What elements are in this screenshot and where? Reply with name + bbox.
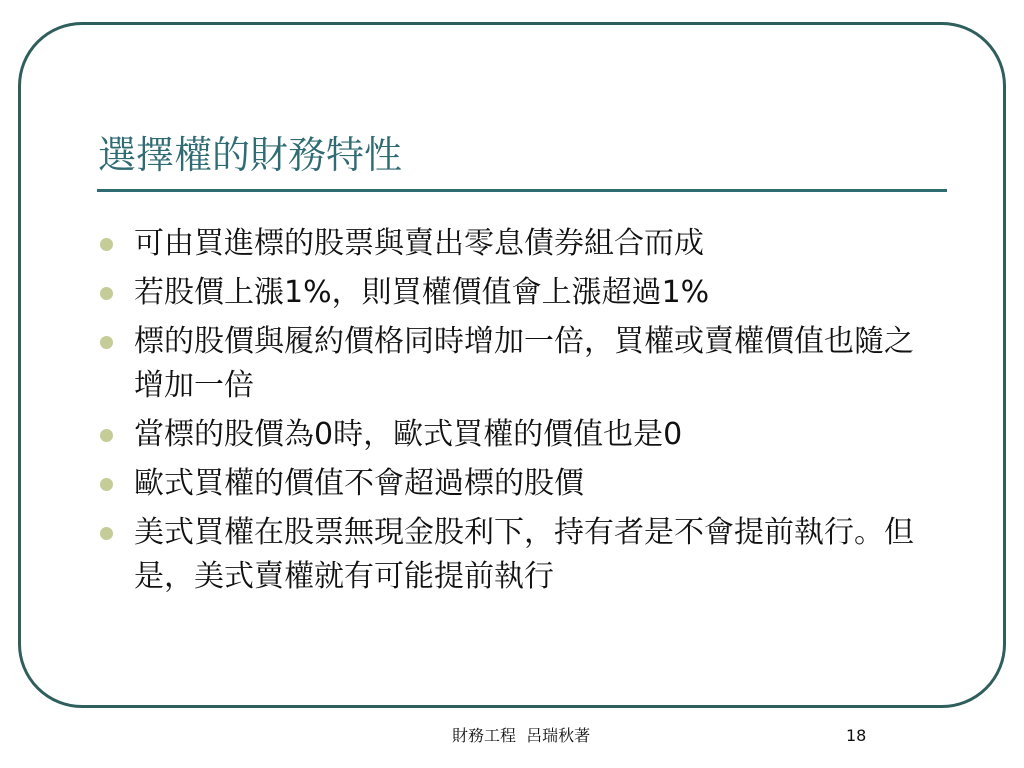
bullet-list (98, 222, 918, 604)
bullet-text: 可由買進標的股票與賣出零息債券組合而成 (134, 226, 704, 261)
bullet-item (98, 271, 918, 315)
bullet-text: 若股價上漲1%，則買權價值會上漲超過1% (134, 275, 710, 310)
bullet-icon (100, 527, 113, 540)
footer-author: 財務工程 呂瑞秋著 (452, 726, 591, 745)
bullet-icon (100, 287, 113, 300)
bullet-icon (100, 429, 113, 442)
bullet-text: 歐式買權的價值不會超過標的股價 (134, 466, 584, 501)
bullet-item (98, 511, 918, 599)
bullet-item (98, 462, 918, 506)
bullet-text: 美式買權在股票無現金股利下，持有者是不會提前執行。但是，美式賣權就有可能提前執行 (134, 515, 914, 594)
bullet-text: 當標的股價為0時，歐式買權的價值也是0 (134, 417, 683, 452)
bullet-icon (100, 238, 113, 251)
slide-title: 選擇權的財務特性 (98, 133, 403, 177)
title-divider (97, 189, 947, 192)
bullet-icon (100, 478, 113, 491)
bullet-item (98, 413, 918, 457)
bullet-icon (100, 336, 113, 349)
bullet-item (98, 320, 918, 408)
bullet-text: 標的股價與履約價格同時增加一倍，買權或賣權價值也隨之增加一倍 (134, 324, 914, 403)
bullet-item (98, 222, 918, 266)
page-number: 18 (846, 726, 867, 745)
